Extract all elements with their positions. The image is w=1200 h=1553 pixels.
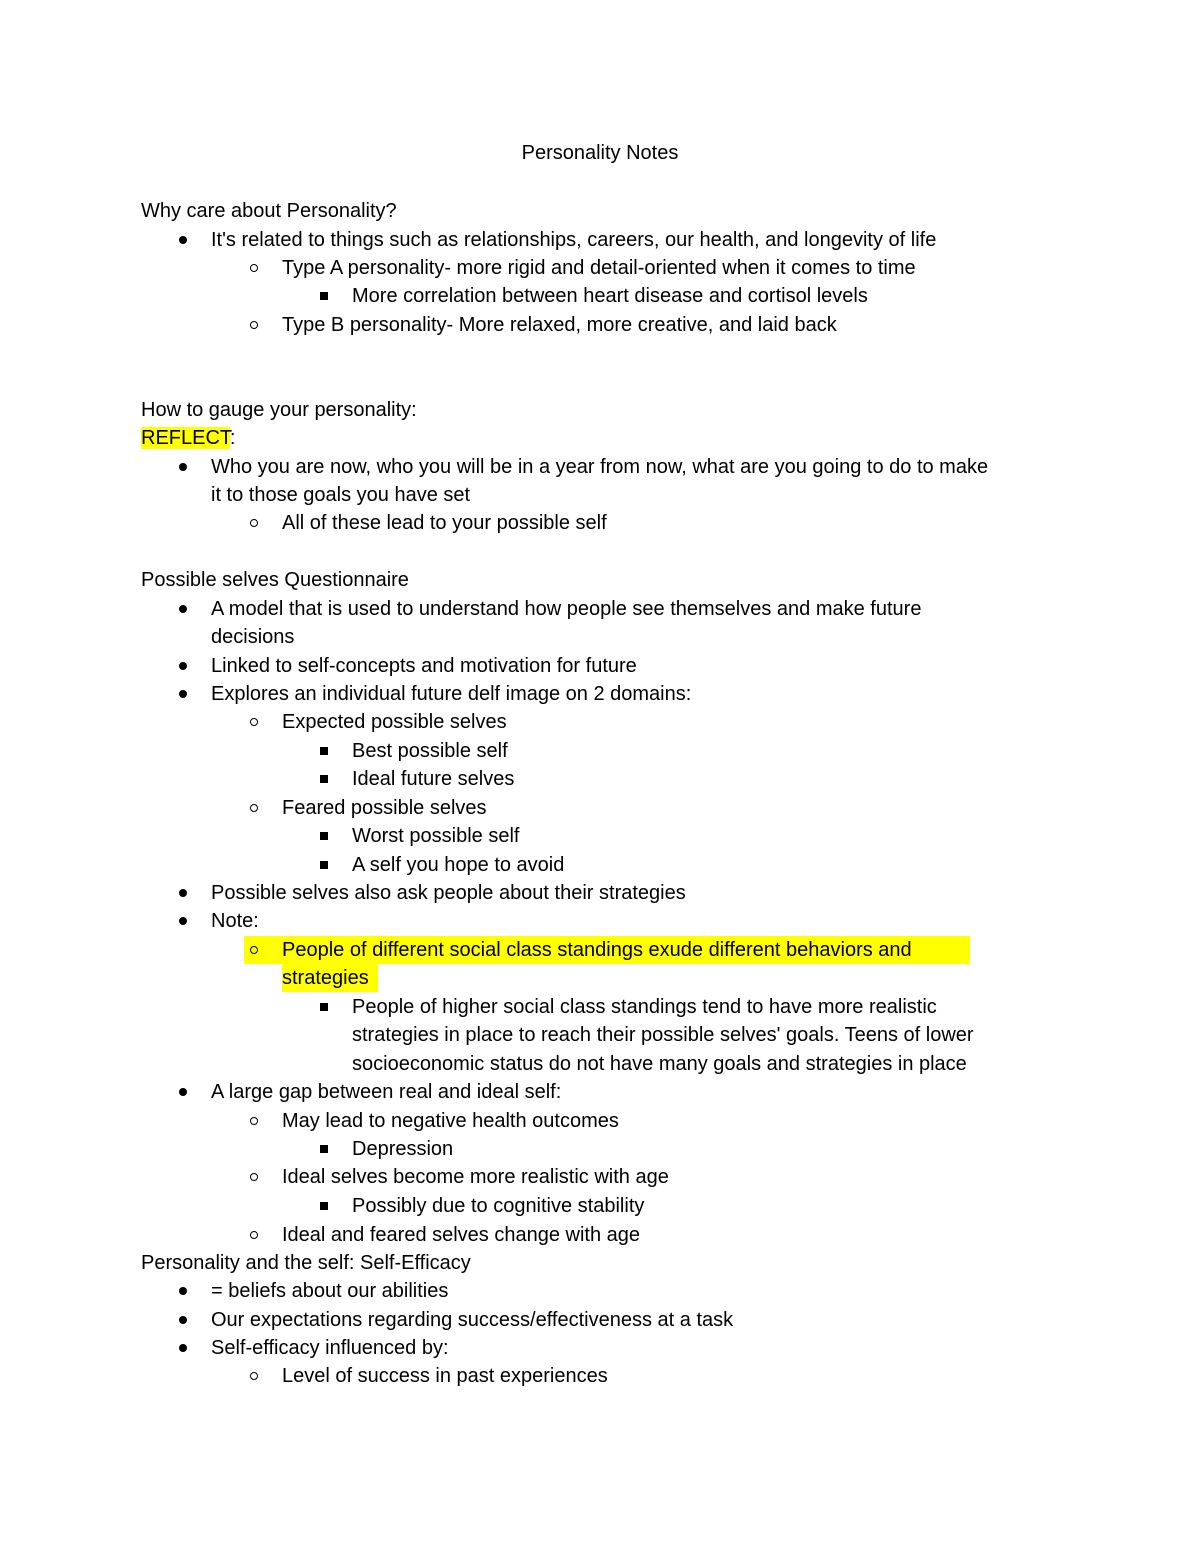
list-item: All of these lead to your possible self: [282, 512, 607, 534]
hollow-circle-bullet-icon: [244, 1221, 264, 1249]
section-heading-self-efficacy: Personality and the self: Self-Efficacy: [141, 1252, 471, 1274]
filled-square-bullet-icon: [314, 993, 334, 1021]
list-item: Our expectations regarding success/effectiveness at a task: [211, 1309, 734, 1331]
section-heading-gauge: How to gauge your personality:: [141, 399, 417, 421]
list-item: A self you hope to avoid: [352, 854, 565, 876]
list-item: Level of success in past experiences: [282, 1365, 608, 1387]
list-item: Expected possible selves: [282, 711, 507, 733]
list-item: Ideal selves become more realistic with age: [282, 1166, 669, 1188]
list-item: Explores an individual future delf image on 2 domains:: [211, 683, 692, 705]
section-heading-why-care: Why care about Personality?: [141, 200, 397, 222]
reflect-line: [141, 424, 235, 452]
list-item: More correlation between heart disease and cortisol levels: [352, 285, 868, 307]
list-item: Best possible self: [352, 740, 508, 762]
list-item: Linked to self-concepts and motivation for future: [211, 655, 637, 677]
list-item: May lead to negative health outcomes: [282, 1110, 619, 1132]
hollow-circle-bullet-icon: [244, 311, 264, 339]
list-item: Ideal and feared selves change with age: [282, 1224, 641, 1246]
hollow-circle-bullet-icon: [244, 1163, 264, 1191]
highlighted-list-item: People of different social class standings exude different behaviors and: [282, 939, 912, 961]
hollow-circle-bullet-icon: [244, 1107, 264, 1135]
reflect-colon: :: [229, 427, 236, 449]
list-item: Possibly due to cognitive stability: [352, 1195, 645, 1217]
hollow-circle-bullet-icon: [244, 936, 264, 964]
list-item: It's related to things such as relationships, careers, our health, and longevity of life: [211, 229, 937, 251]
list-item: = beliefs about our abilities: [211, 1280, 449, 1302]
filled-circle-bullet-icon: [173, 652, 193, 680]
filled-circle-bullet-icon: [173, 680, 193, 708]
highlighted-reflect: REFLECT: [141, 427, 230, 449]
list-item-continuation: socioeconomic status do not have many goals and strategies in place: [352, 1053, 967, 1075]
filled-square-bullet-icon: [314, 1135, 334, 1163]
hollow-circle-bullet-icon: [244, 509, 264, 537]
filled-circle-bullet-icon: [173, 1306, 193, 1334]
list-item: Type A personality- more rigid and detail-oriented when it comes to time: [282, 257, 916, 279]
filled-circle-bullet-icon: [173, 595, 193, 623]
list-item: Who you are now, who you will be in a year from now, what are you going to do to make: [211, 456, 989, 478]
list-item-continuation: strategies in place to reach their possible selves' goals. Teens of lower: [352, 1024, 974, 1046]
filled-square-bullet-icon: [314, 737, 334, 765]
list-item: Self-efficacy influenced by:: [211, 1337, 449, 1359]
filled-square-bullet-icon: [314, 282, 334, 310]
list-item: Note:: [211, 910, 259, 932]
list-item: A model that is used to understand how people see themselves and make future: [211, 598, 922, 620]
list-item: A large gap between real and ideal self:: [211, 1081, 562, 1103]
document-title: Personality Notes: [521, 142, 679, 164]
filled-circle-bullet-icon: [173, 453, 193, 481]
list-item-continuation: it to those goals you have set: [211, 484, 471, 506]
list-item: Possible selves also ask people about their strategies: [211, 882, 686, 904]
list-item: Ideal future selves: [352, 768, 515, 790]
hollow-circle-bullet-icon: [244, 708, 264, 736]
filled-circle-bullet-icon: [173, 1078, 193, 1106]
hollow-circle-bullet-icon: [244, 1362, 264, 1390]
hollow-circle-bullet-icon: [244, 254, 264, 282]
filled-circle-bullet-icon: [173, 907, 193, 935]
list-item: Type B personality- More relaxed, more creative, and laid back: [282, 314, 837, 336]
hollow-circle-bullet-icon: [244, 794, 264, 822]
list-item-continuation: decisions: [211, 626, 295, 648]
filled-square-bullet-icon: [314, 851, 334, 879]
section-heading-possible-selves: Possible selves Questionnaire: [141, 569, 409, 591]
filled-circle-bullet-icon: [173, 879, 193, 907]
list-item: Depression: [352, 1138, 454, 1160]
filled-circle-bullet-icon: [173, 226, 193, 254]
filled-circle-bullet-icon: [173, 1334, 193, 1362]
filled-circle-bullet-icon: [173, 1277, 193, 1305]
filled-square-bullet-icon: [314, 765, 334, 793]
filled-square-bullet-icon: [314, 1192, 334, 1220]
filled-square-bullet-icon: [314, 822, 334, 850]
list-item: Feared possible selves: [282, 797, 487, 819]
list-item: People of higher social class standings tend to have more realistic: [352, 996, 937, 1018]
list-item: Worst possible self: [352, 825, 520, 847]
highlighted-list-item-continuation: strategies: [282, 967, 369, 989]
